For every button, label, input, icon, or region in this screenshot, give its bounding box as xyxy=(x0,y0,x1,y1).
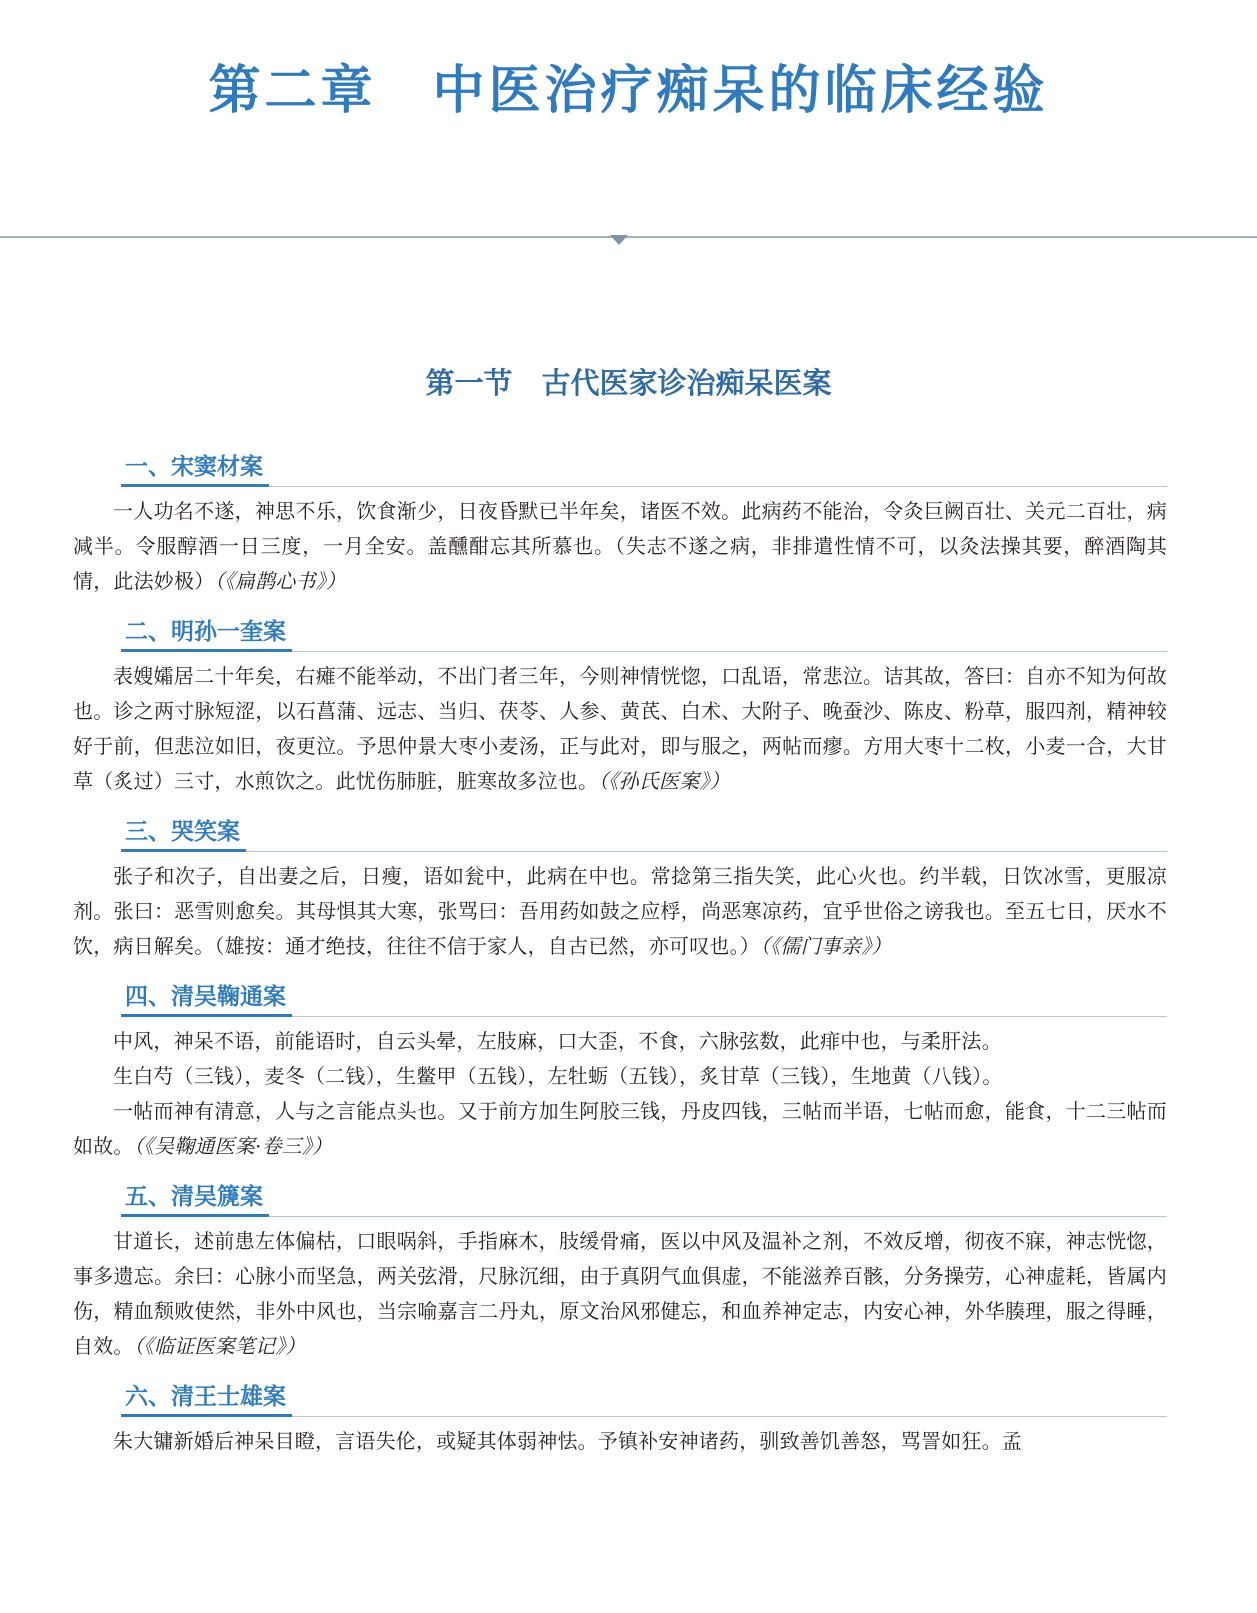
paragraph-text: 中风，神呆不语，前能语时，自云头晕，左肢麻，口大歪，不食，六脉弦数，此痱中也，与柔肝法。 xyxy=(113,1029,1002,1053)
case-heading: 四、清吴鞠通案 xyxy=(121,982,292,1017)
source-citation: （《孙氏医案》） xyxy=(598,769,730,793)
paragraph-text: 一人功名不遂，神思不乐，饮食渐少，日夜昏默已半年矣，诸医不效。此病药不能治，令灸巨阙百壮、关元二百壮，病减半。令服醇酒一日三度，一月全安。盖醺酣忘其所慕也。（失志不遂之病，非排遣性情不可，以灸法操其要，醉酒陶其情，此法妙极） xyxy=(73,499,1167,593)
case-block xyxy=(73,1380,1167,1459)
chapter-title: 第二章 中医治疗痴呆的临床经验 xyxy=(208,60,1049,121)
case-paragraph xyxy=(73,1424,1167,1459)
case-heading: 五、清吴篪案 xyxy=(121,1182,269,1217)
divider-triangle-icon xyxy=(610,235,628,245)
source-citation: （《临证医案笔记》） xyxy=(133,1334,306,1358)
case-spacer xyxy=(73,1364,1167,1380)
case-heading-row xyxy=(73,1380,1167,1420)
case-block xyxy=(73,980,1167,1180)
heading-rule xyxy=(121,486,1167,487)
document-body xyxy=(73,450,1167,1459)
paragraph-text: 甘道长，述前患左体偏枯，口眼㖞斜，手指麻木，肢缓骨痛，医以中风及温补之剂，不效反增，彻夜不寐，神志恍惚，事多遗忘。余曰：心脉小而坚急，两关弦滑，尺脉沉细，由于真阴气血俱虚，不能滋养百骸，分务操劳，心神虚耗，皆属内伤，精血颓败使然，非外中风也，当宗喻嘉言二丹丸，原文治风邪健忘，和血养神定志，内安心神，外华腠理，服之得睡，自效。 xyxy=(73,1229,1167,1358)
case-spacer xyxy=(73,1164,1167,1180)
case-paragraph xyxy=(73,1094,1167,1164)
case-paragraph xyxy=(73,859,1167,964)
paragraph-text: 生白芍（三钱），麦冬（二钱），生鳖甲（五钱），左牡蛎（五钱），炙甘草（三钱），生地黄（八钱）。 xyxy=(113,1064,1003,1088)
case-heading-row xyxy=(73,1180,1167,1220)
paragraph-text: 朱大镛新婚后神呆目瞪，言语失伦，或疑其体弱神怯。予镇补安神诸药，驯致善饥善怒，骂詈如狂。孟 xyxy=(113,1429,1022,1453)
case-block xyxy=(73,1180,1167,1380)
source-citation: （《儒门事亲》） xyxy=(760,934,892,958)
case-paragraph xyxy=(73,1024,1167,1059)
case-heading: 一、宋窦材案 xyxy=(121,452,269,487)
section-title: 第一节 古代医家诊治痴呆医案 xyxy=(425,366,832,400)
case-paragraph xyxy=(73,494,1167,599)
case-spacer xyxy=(73,799,1167,815)
header-divider xyxy=(0,236,1257,238)
heading-rule xyxy=(121,851,1167,852)
case-spacer xyxy=(73,964,1167,980)
case-heading-row xyxy=(73,450,1167,490)
heading-rule xyxy=(121,1216,1167,1217)
case-block xyxy=(73,815,1167,980)
case-paragraph xyxy=(73,1059,1167,1094)
case-block xyxy=(73,450,1167,615)
case-paragraph xyxy=(73,659,1167,799)
case-heading: 六、清王士雄案 xyxy=(121,1382,292,1417)
source-citation: （《扁鹊心书》） xyxy=(214,569,347,593)
paragraph-text: 张子和次子，自出妻之后，日瘦，语如瓮中，此病在中也。常捻第三指失笑，此心火也。约半载，日饮冰雪，更服凉剂。张曰：恶雪则愈矣。其母惧其大寒，张骂曰：吾用药如鼓之应桴，尚恶寒凉药，宜乎世俗之谤我也。至五七日，厌水不饮，病日解矣。（雄按：通才绝技，往往不信于家人，自古已然，亦可叹也。） xyxy=(73,864,1167,958)
paragraph-text: 一帖而神有清意，人与之言能点头也。又于前方加生阿胶三钱，丹皮四钱，三帖而半语，七帖而愈，能食，十二三帖而如故。 xyxy=(73,1099,1167,1158)
case-heading: 二、明孙一奎案 xyxy=(121,617,292,652)
case-heading-row xyxy=(73,815,1167,855)
case-heading-row xyxy=(73,980,1167,1020)
paragraph-text: 表嫂孀居二十年矣，右瘫不能举动，不出门者三年，今则神情恍惚，口乱语，常悲泣。诘其故，答曰：自亦不知为何故也。诊之两寸脉短涩，以石菖蒲、远志、当归、茯苓、人参、黄芪、白术、大附子、晚蚕沙、陈皮、粉草，服四剂，精神较好于前，但悲泣如旧，夜更泣。予思仲景大枣小麦汤，正与此对，即与服之，两帖而瘳。方用大枣十二枚，小麦一合，大甘草（炙过）三寸，水煎饮之。此忧伤肺脏，脏寒故多泣也。 xyxy=(73,664,1167,793)
case-spacer xyxy=(73,599,1167,615)
case-heading-row xyxy=(73,615,1167,655)
source-citation: （《吴鞠通医案·卷三》） xyxy=(133,1134,333,1158)
case-paragraph xyxy=(73,1224,1167,1364)
case-block xyxy=(73,615,1167,815)
case-heading: 三、哭笑案 xyxy=(121,817,246,852)
